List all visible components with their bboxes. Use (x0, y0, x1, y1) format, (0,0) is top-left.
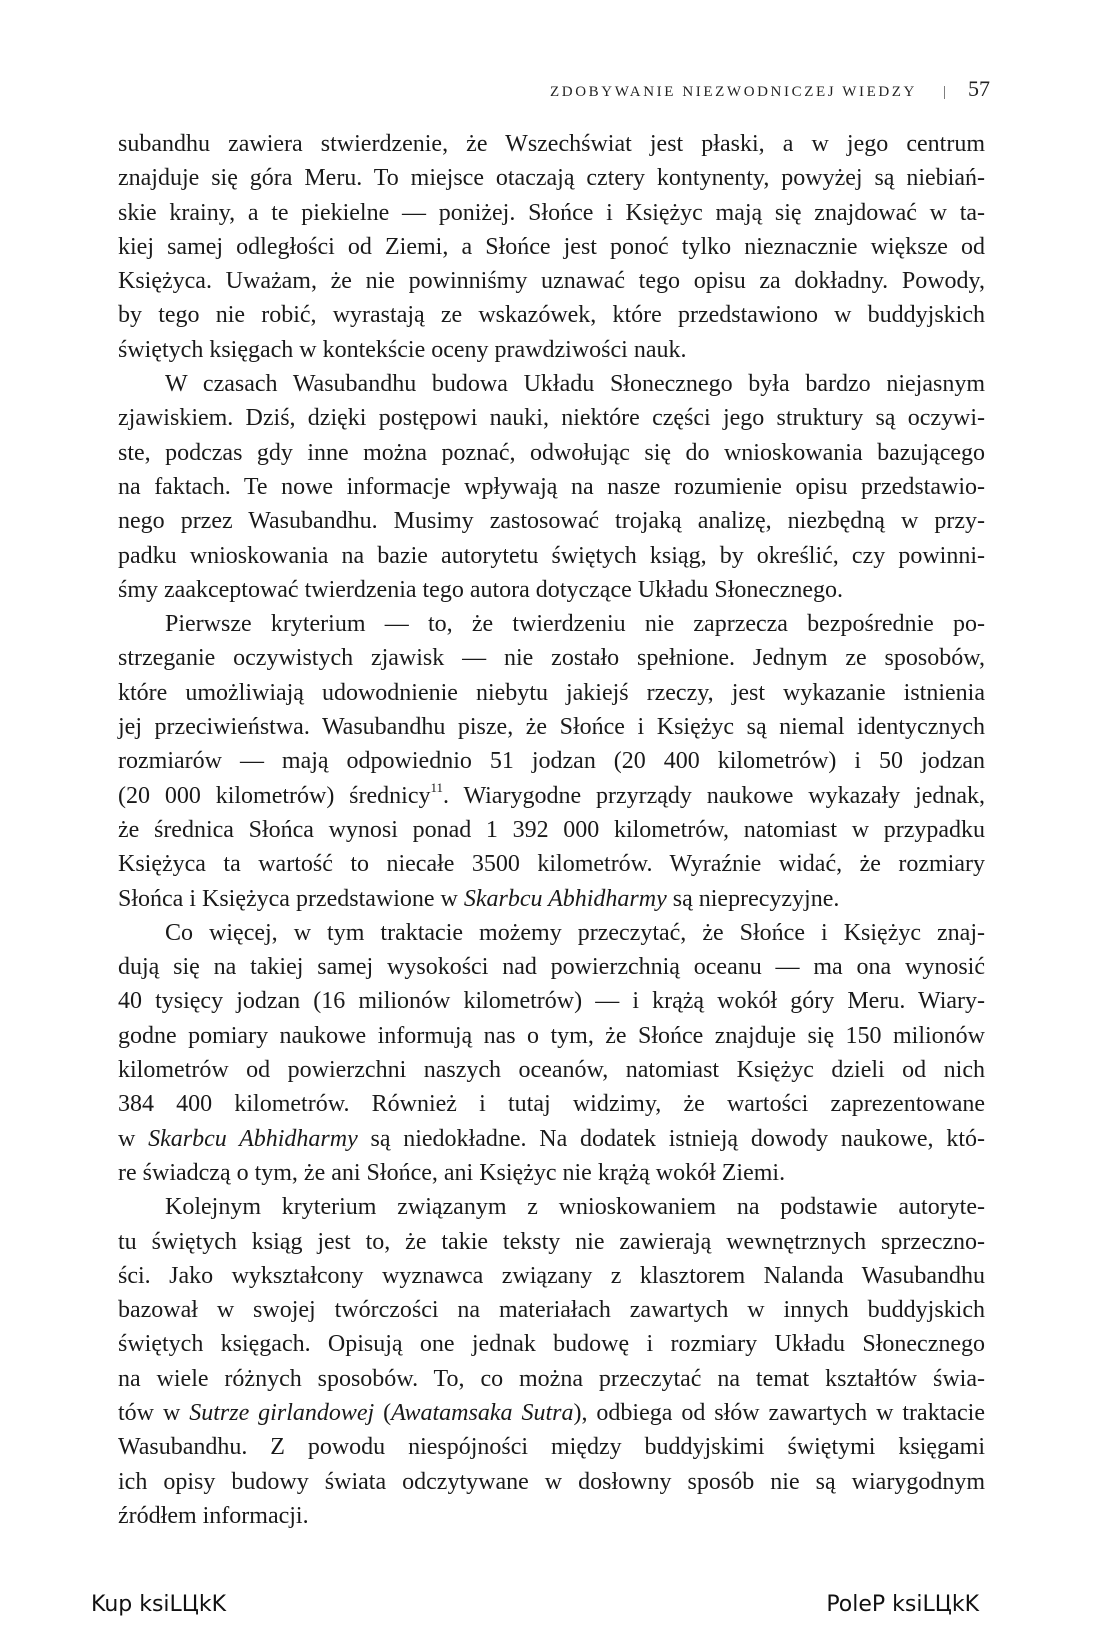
text-line-with-title (118, 882, 985, 916)
text-line: godne pomiary naukowe informują nas o tym, że Słońce znajduje się 150 milionów (118, 1022, 985, 1049)
recommend-book-link[interactable]: PoleP ksiLЦkK (826, 1592, 979, 1617)
text-line: 40 tysięcy jodzan (16 milionów kilometrów) — i krążą wokół góry Meru. Wiary- (118, 988, 985, 1015)
text-line: nego przez Wasubandhu. Musimy zastosować trojaką analizę, niezbędną w przy- (118, 508, 985, 535)
text-line: by tego nie robić, wyrastają ze wskazówek, które przedstawiono w buddyjskich (118, 302, 985, 329)
text-line: skie krainy, a te piekielne — poniżej. Słońce i Księżyc mają się znajdować w ta- (118, 199, 985, 226)
page-number: 57 (968, 76, 990, 101)
book-title: Sutrze girlandowej (189, 1399, 375, 1426)
book-title: Skarbcu Abhidharmy (463, 885, 667, 912)
line-text: w (118, 1125, 149, 1152)
footnote-marker: 11 (430, 779, 444, 795)
line-text: . Wiarygodne przyrządy naukowe wykazały jednak, (443, 782, 986, 809)
text-line: świętych księgach w kontekście oceny prawdziwości nauk. (118, 336, 687, 363)
text-line: dują się na takiej samej wysokości nad powierzchnią oceanu — ma ona wynosić (118, 954, 985, 981)
text-line: Pierwsze kryterium — to, że twierdzeniu nie zaprzecza bezpośrednie po- (165, 611, 985, 638)
text-line-with-footnote (118, 779, 985, 813)
line-text: ( (374, 1399, 392, 1426)
text-line-with-title (118, 1396, 985, 1430)
line-text: (20 000 kilometrów) średnicy (118, 782, 431, 809)
text-line: W czasach Wasubandhu budowa Układu Słonecznego była bardzo niejasnym (165, 371, 985, 398)
text-line: na faktach. Te nowe informacje wpływają na nasze rozumienie opisu przedstawio- (118, 473, 985, 500)
line-text: tów w (118, 1399, 190, 1426)
line-text: są niedokładne. Na dodatek istnieją dowody naukowe, któ- (357, 1125, 985, 1152)
text-line: Kolejnym kryterium związanym z wnioskowaniem na podstawie autoryte- (165, 1194, 985, 1221)
text-line: znajduje się góra Meru. To miejsce otaczają cztery kontynenty, powyżej są niebiań- (118, 165, 985, 192)
text-line: ste, podczas gdy inne można poznać, odwołując się do wnioskowania bazującego (118, 439, 985, 466)
text-line: rozmiarów — mają odpowiednio 51 jodzan (20 400 kilometrów) i 50 jodzan (118, 748, 985, 775)
book-title: Awatamsaka Sutra (391, 1399, 574, 1426)
text-line: strzeganie oczywistych zjawisk — nie zostało spełnione. Jednym ze sposobów, (118, 645, 985, 672)
book-title: Skarbcu Abhidharmy (148, 1125, 358, 1152)
text-line: śmy zaakceptować twierdzenia tego autora dotyczące Układu Słonecznego. (118, 576, 844, 603)
text-line: że średnica Słońca wynosi ponad 1 392 000 kilometrów, natomiast w przypadku (118, 816, 985, 843)
text-line: na wiele różnych sposobów. To, co można przeczytać na temat kształtów świa- (118, 1365, 985, 1392)
body-text (118, 127, 985, 1533)
header-separator: | (942, 84, 946, 100)
text-line: kiej samej odległości od Ziemi, a Słońce jest ponoć tylko nieznacznie większe od (118, 233, 985, 260)
text-line: ich opisy budowy świata odczytywane w dosłowny sposób nie są wiarygodnym (118, 1468, 985, 1495)
text-line: tu świętych ksiąg jest to, że takie teksty nie zawierają wewnętrznych sprzeczno- (118, 1228, 985, 1255)
text-line: Księżyca. Uważam, że nie powinniśmy uznawać tego opisu za dokładny. Powody, (118, 268, 985, 295)
text-line: Co więcej, w tym traktacie możemy przeczytać, że Słońce i Księżyc znaj- (165, 919, 985, 946)
text-line: ści. Jako wykształcony wyznawca związany z klasztorem Nalanda Wasubandhu (118, 1262, 985, 1289)
running-head (550, 76, 990, 102)
text-line: 384 400 kilometrów. Również i tutaj widzimy, że wartości zaprezentowane (118, 1091, 985, 1118)
running-title: ZDOBYWANIE NIEZWODNICZEJ WIEDZY (550, 84, 917, 100)
text-line: zjawiskiem. Dziś, dzięki postępowi nauki, niektóre części jego struktury są oczywi- (118, 405, 985, 432)
text-line: które umożliwiają udowodnienie niebytu jakiejś rzeczy, jest wykazanie istnienia (118, 679, 985, 706)
text-line: źródłem informacji. (118, 1502, 309, 1529)
text-line: kilometrów od powierzchni naszych oceanów, natomiast Księżyc dzieli od nich (118, 1057, 985, 1084)
text-line-with-title (118, 1122, 985, 1156)
text-line: Wasubandhu. Z powodu niespójności między buddyjskimi świętymi księgami (118, 1434, 985, 1461)
line-text: ), odbiega od słów zawartych w traktacie (573, 1399, 985, 1426)
text-line: świętych księgach. Opisują one jednak budowę i rozmiary Układu Słonecznego (118, 1331, 985, 1358)
line-text: są nieprecyzyjne. (666, 885, 840, 912)
text-line: re świadczą o tym, że ani Słońce, ani Księżyc nie krążą wokół Ziemi. (118, 1159, 786, 1186)
text-line: padku wnioskowania na bazie autorytetu świętych ksiąg, by określić, czy powinni- (118, 542, 985, 569)
line-text: Słońca i Księżyca przedstawione w (118, 885, 464, 912)
text-line: Księżyca ta wartość to niecałe 3500 kilometrów. Wyraźnie widać, że rozmiary (118, 851, 985, 878)
text-line: subandhu zawiera stwierdzenie, że Wszechświat jest płaski, a w jego centrum (118, 131, 985, 157)
text-line: jej przeciwieństwa. Wasubandhu pisze, że Słońce i Księżyc są niemal identycznych (118, 714, 985, 741)
text-line: bazował w swojej twórczości na materiałach zawartych w innych buddyjskich (118, 1297, 985, 1324)
buy-book-link[interactable]: Kup ksiLЦkK (91, 1592, 227, 1617)
